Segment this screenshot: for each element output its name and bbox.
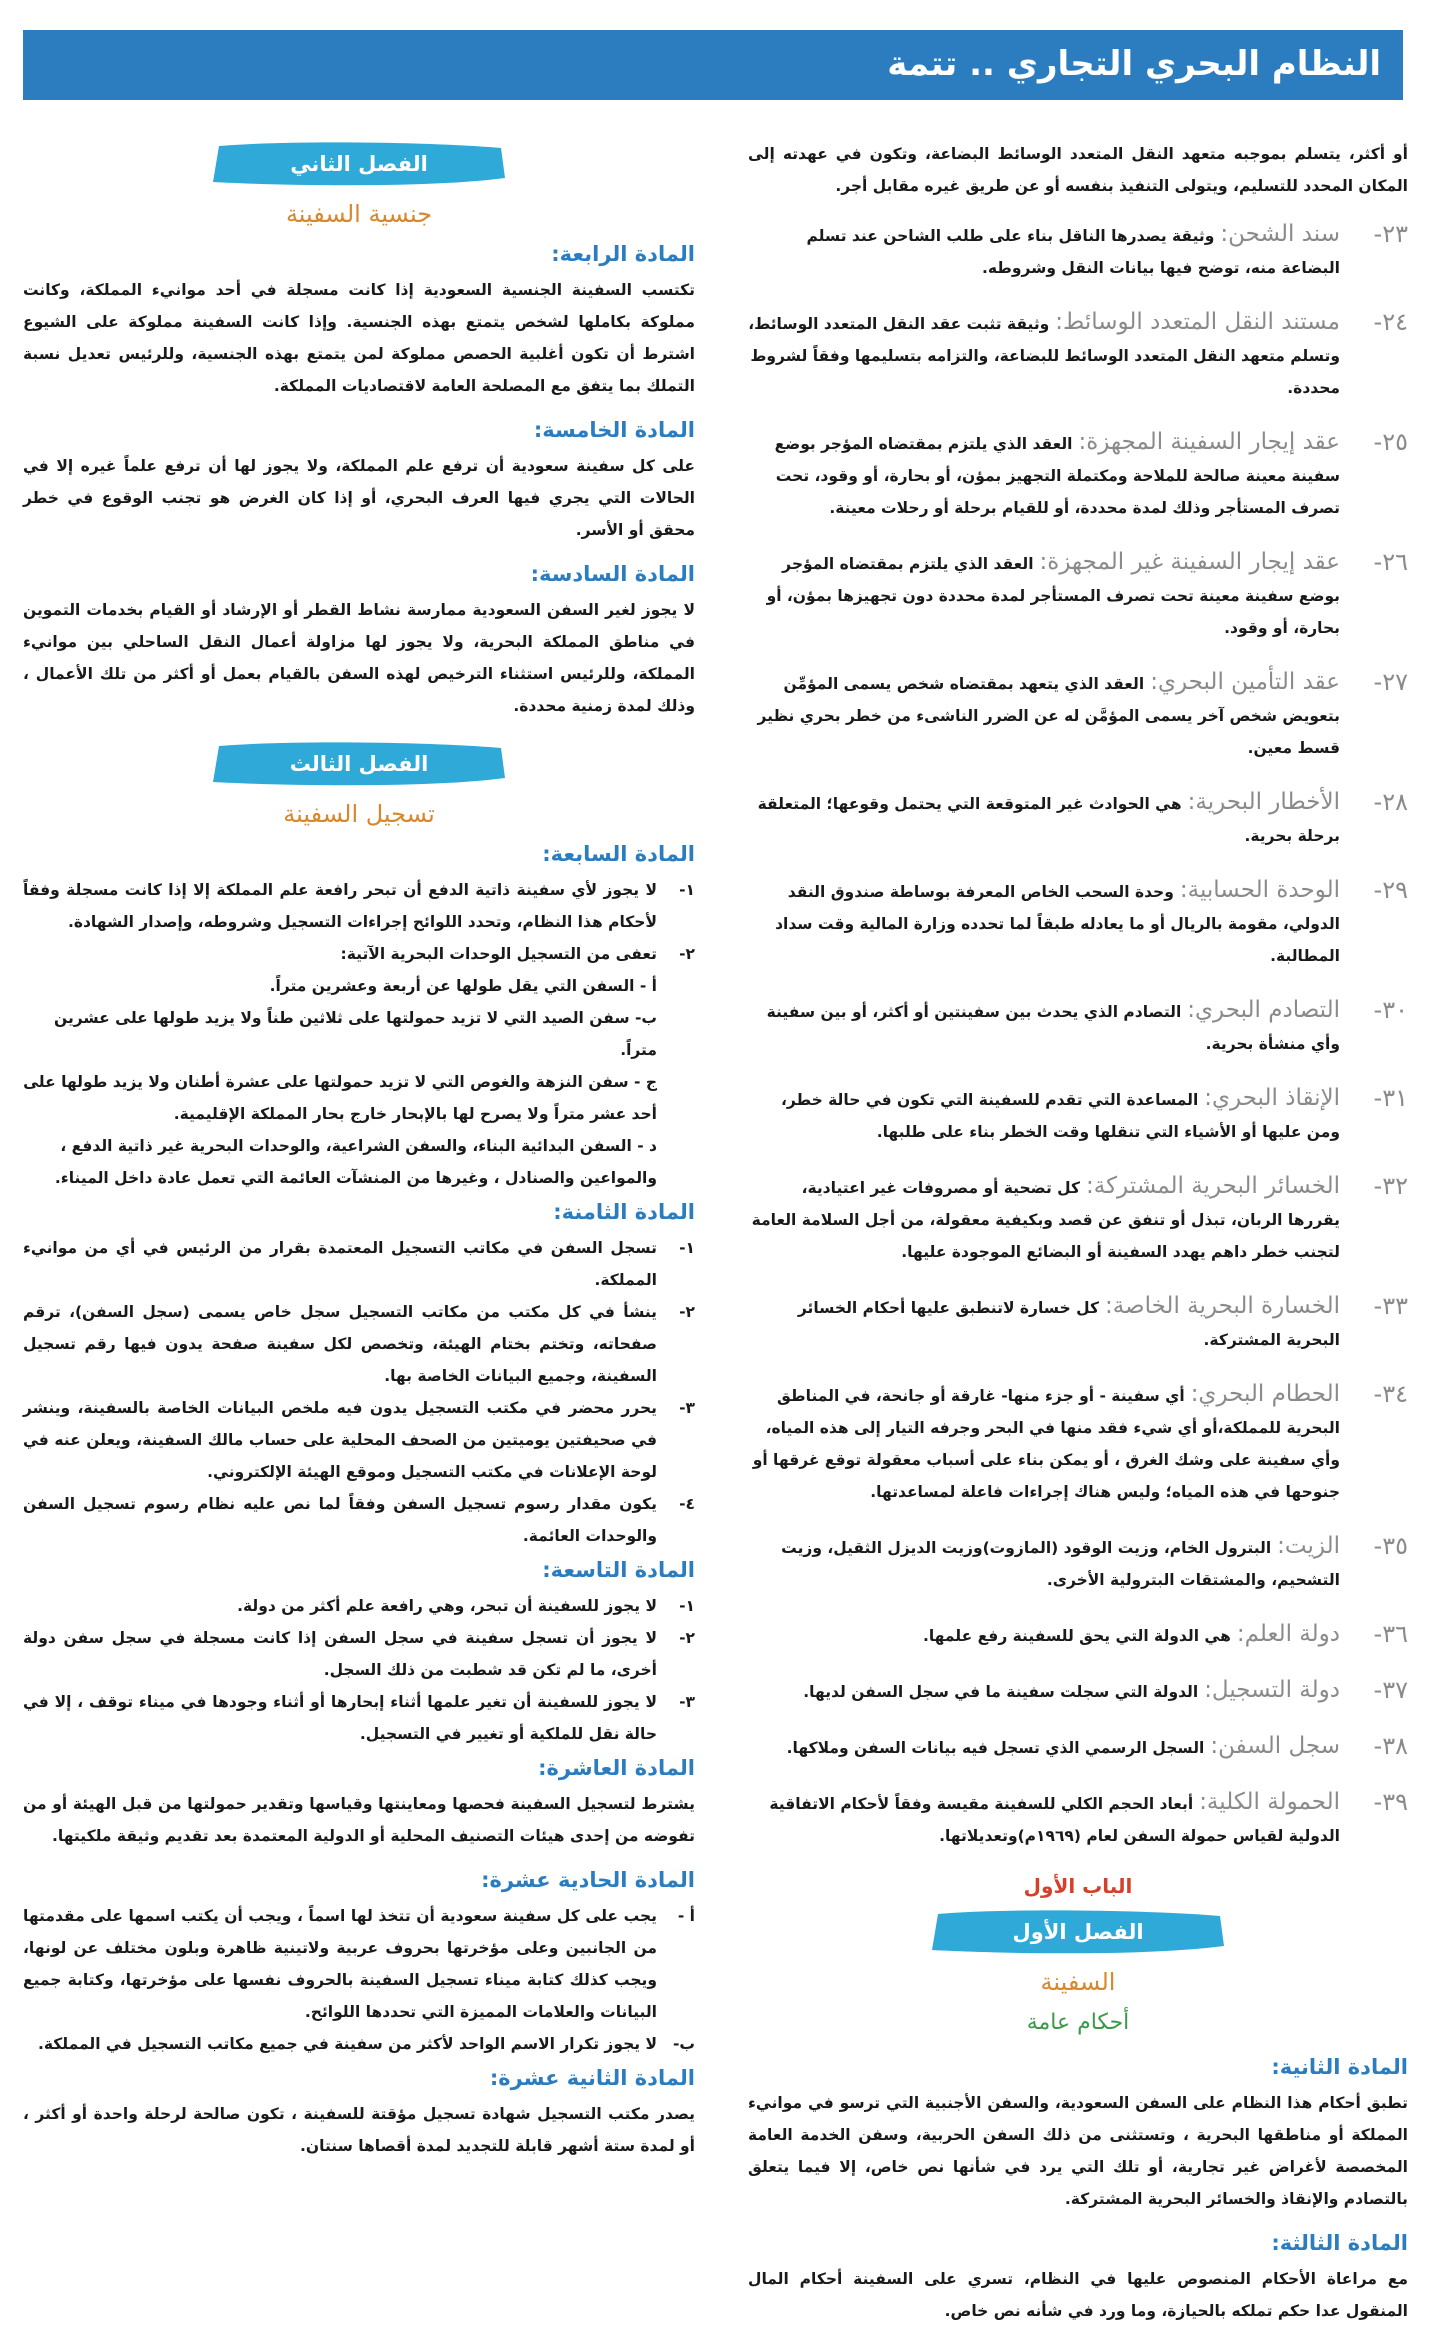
chapter-2-banner (209, 138, 509, 190)
list-item (23, 1900, 695, 2028)
definition-text: التصادم الذي يحدث بين سفينتين أو أكثر، أو بين سفينة وأي منشأة بحرية. (766, 1003, 1340, 1053)
definition-item (748, 1082, 1408, 1148)
article-7-items (23, 874, 695, 970)
definition-body (748, 786, 1340, 852)
article-6-text: لا يجوز لغير السفن السعودية ممارسة نشاط القطر أو الإرشاد أو القيام بخدمات التموين في مناطق المملكة البحرية، ولا يجوز لها مزاولة أعمال النقل الساحلي بين موانيء المملكة، وللرئيس استثناء الترخيص لهذه السفن بالقيام بعمل أو أكثر من تلك الأعمال ، وذلك لمدة زمنية محددة. (23, 601, 695, 715)
definitions-list (748, 218, 1408, 1852)
list-item-number: أ - (677, 1907, 695, 1925)
definition-item (748, 994, 1408, 1060)
definition-text: العقد الذي يلتزم بمقتضاه المؤجر بوضع سفينة معينة تحت تصرف المستأجر لمدة محددة دون تجهيزها بمؤن، أو بحارة، أو وقود. (766, 555, 1340, 637)
list-item-text: ينشأ في كل مكتب من مكاتب التسجيل سجل خاص يسمى (سجل السفن)، ترقم صفحاته، وتختم بختام الهيئة، وتخصص لكل سفينة صفحة يدون فيها رقم تسجيل السفينة، وجميع البيانات الخاصة بها. (23, 1303, 657, 1385)
list-item (23, 1488, 695, 1552)
definition-term: دولة التسجيل: (1204, 1677, 1340, 1703)
definition-item (748, 1170, 1408, 1268)
article-10-text: يشترط لتسجيل السفينة فحصها ومعاينتها وقياسها وتقدير حمولتها من قبل الهيئة أو من تفوضه من إحدى هيئات التصنيف المحلية أو الدولية المعتمدة بعد تقديم وثيقة ملكيتها. (23, 1795, 695, 1845)
article-7-title: المادة السابعة: (542, 842, 695, 866)
list-item-text: لا يجوز تكرار الاسم الواحد لأكثر من سفينة في جميع مكاتب التسجيل في المملكة. (37, 2035, 657, 2053)
article-11-items (23, 1900, 695, 2060)
left-column (23, 138, 695, 2178)
list-item-number: ٣- (679, 1693, 695, 1711)
list-item-number: ٢- (679, 1629, 695, 1647)
definition-body (748, 218, 1340, 284)
definition-term: دولة العلم: (1236, 1621, 1340, 1647)
definition-term: عقد إيجار السفينة المجهزة: (1078, 429, 1340, 455)
definition-body (748, 1378, 1340, 1508)
article-3-title: المادة الثالثة: (1271, 2231, 1408, 2255)
definition-body (748, 994, 1340, 1060)
article-4-text: تكتسب السفينة الجنسية السعودية إذا كانت مسجلة في أحد موانيء المملكة، وكانت مملوكة بكاملها لشخص يتمتع بهذه الجنسية. وإذا كانت السفينة مملوكة على الشيوع اشترط أن تكون أغلبية الحصص مملوكة لمن يتمتع بهذه الجنسية، وللرئيس تعديل نسبة التملك بما يتفق مع المصلحة العامة لاقتصاديات المملكة. (23, 281, 695, 395)
chapter-2-label: الفصل الثاني (290, 152, 428, 176)
definition-item (748, 1730, 1408, 1764)
article-6-title: المادة السادسة: (530, 562, 695, 586)
list-item-text: لا يجوز أن تسجل سفينة في سجل السفن إذا كانت مسجلة في سجل سفن دولة أخرى، ما لم تكن قد شطبت من ذلك السجل. (23, 1629, 657, 1679)
definition-item (748, 1290, 1408, 1356)
definition-text: المساعدة التي تقدم للسفينة التي تكون في حالة خطر، ومن عليها أو الأشياء التي تنقلها وقت الخطر بناء على طلبها. (780, 1091, 1340, 1141)
list-subitem: ج - سفن النزهة والغوص التي لا تزيد حمولتها على عشرة أطنان ولا يزيد طولها على أحد عشر متراً ولا يصرح لها بالإبحار خارج بحار المملكة الإقليمية. (23, 1073, 657, 1123)
list-item-number: ١- (679, 1597, 695, 1615)
definition-item (748, 306, 1408, 404)
article-9-title: المادة التاسعة: (542, 1558, 695, 1582)
chapter-1-label: الفصل الأول (1012, 1920, 1144, 1944)
list-item (23, 1686, 695, 1750)
definition-number: ٢٣- (1373, 220, 1408, 248)
definition-term: الأخطار البحرية: (1187, 789, 1340, 815)
definition-text: كل تضحية أو مصروفات غير اعتيادية، يقررها الربان، تبذل أو تنفق عن قصد وبكيفية معقولة، من أجل السلامة العامة لتجنب خطر داهم يهدد السفينة أو البضائع الموجودة عليها. (751, 1179, 1340, 1261)
list-item-text: يحرر محضر في مكتب التسجيل يدون فيه ملخص البيانات الخاصة بالسفينة، وينشر في صحيفتين يوميتين من الصحف المحلية على حساب مالك السفينة، ويعلن عنه في لوحة الإعلانات في مكتب التسجيل وموقع الهيئة الإلكتروني. (23, 1399, 657, 1481)
definition-number: ٢٩- (1373, 876, 1408, 904)
definition-item (748, 546, 1408, 644)
article-12-text: يصدر مكتب التسجيل شهادة تسجيل مؤقتة للسفينة ، تكون صالحة لرحلة واحدة أو أكثر ، أو لمدة ستة أشهر قابلة للتجديد لمدة أقصاها سنتان. (23, 2105, 695, 2155)
definition-item (748, 1530, 1408, 1596)
definition-text: وحدة السحب الخاص المعرفة بوساطة صندوق النقد الدولي، مقومة بالريال أو ما يعادله طبقاً لما تحدده وزارة المالية وقت سداد المطالبة. (775, 883, 1340, 965)
definition-term: عقد إيجار السفينة غير المجهزة: (1039, 549, 1340, 575)
definition-term: مستند النقل المتعدد الوسائط: (1055, 309, 1340, 335)
list-item-number: ٣- (679, 1399, 695, 1417)
definition-body (748, 1618, 1340, 1652)
definition-number: ٣٦- (1373, 1620, 1408, 1648)
definition-number: ٣٣- (1373, 1292, 1408, 1320)
article-3-text: مع مراعاة الأحكام المنصوص عليها في النظام، تسري على السفينة أحكام المال المنقول عدا حكم تملكه بالحيازة، وما ورد في شأنه نص خاص. (748, 2270, 1408, 2320)
definition-body (748, 1290, 1340, 1356)
definition-body (748, 1730, 1340, 1764)
chapter-1-title: السفينة (1040, 1968, 1116, 1996)
definition-body (748, 1786, 1340, 1852)
definition-item (748, 666, 1408, 764)
definition-number: ٣١- (1373, 1084, 1408, 1112)
list-item-number: ٢- (679, 945, 695, 963)
article-10-title: المادة العاشرة: (538, 1756, 695, 1780)
definition-text: أبعاد الحجم الكلي للسفينة مقيسة وفقاً لأحكام الاتفاقية الدولية لقياس حمولة السفن لعام (١٩٦٩م)وتعديلاتها. (769, 1795, 1340, 1845)
definition-number: ٢٤- (1373, 308, 1408, 336)
article-2-text: تطبق أحكام هذا النظام على السفن السعودية، والسفن الأجنبية التي ترسو في موانيء المملكة أو مناطقها البحرية ، وتستثنى من ذلك السفن الحربية، وسفن الخدمة العامة المخصصة لأغراض غير تجارية، أو تلك التي يرد في شأنها نص خاص، إلا فيما يتعلق بالتصادم والإنقاذ والخسائر البحرية المشتركة. (748, 2094, 1408, 2208)
definition-number: ٣٤- (1373, 1380, 1408, 1408)
intro-text: أو أكثر، يتسلم بموجبه متعهد النقل المتعدد الوسائط البضاعة، وتكون في عهدته إلى المكان المحدد للتسليم، ويتولى التنفيذ بنفسه أو عن طريق غيره مقابل أجر. (748, 145, 1408, 195)
definition-text: كل خسارة لاتنطبق عليها أحكام الخسائر البحرية المشتركة. (797, 1299, 1340, 1349)
article-12-title: المادة الثانية عشرة: (489, 2066, 695, 2090)
list-item-text: يجب على كل سفينة سعودية أن تتخذ لها اسماً ، ويجب أن يكتب اسمها على مقدمتها من الجانبين وعلى مؤخرتها بحروف عربية ولاتينية ظاهرة وبلون مختلف عن لونها، ويجب كذلك كتابة ميناء تسجيل السفينة بالحروف نفسها على مؤخرتها، وكتابة جميع البيانات والعلامات المميزة التي تحددها اللوائح. (23, 1907, 657, 2021)
definition-body (748, 1082, 1340, 1148)
definition-item (748, 786, 1408, 852)
definition-text: السجل الرسمي الذي تسجل فيه بيانات السفن وملاكها. (786, 1739, 1205, 1757)
list-item-text: يكون مقدار رسوم تسجيل السفن وفقاً لما نص عليه نظام رسوم تسجيل السفن والوحدات العائمة. (23, 1495, 657, 1545)
article-8-title: المادة الثامنة: (553, 1200, 695, 1224)
definition-term: الخسارة البحرية الخاصة: (1104, 1293, 1340, 1319)
chapter-2-title: جنسية السفينة (285, 200, 433, 228)
article-8-items (23, 1232, 695, 1552)
list-item (23, 938, 695, 970)
list-item-text: لا يجوز للسفينة أن تبحر، وهي رافعة علم أكثر من دولة. (237, 1597, 657, 1615)
definition-body (748, 1674, 1340, 1708)
list-item-text: لا يجوز للسفينة أن تغير علمها أثناء إبحارها أو أثناء وجودها في ميناء توقف ، إلا في حالة نقل للملكية أو تغيير في التسجيل. (23, 1693, 657, 1743)
definition-item (748, 1674, 1408, 1708)
definition-number: ٣٠- (1373, 996, 1408, 1024)
definition-number: ٢٦- (1373, 548, 1408, 576)
article-4-title: المادة الرابعة: (551, 242, 695, 266)
definition-term: سند الشحن: (1220, 221, 1340, 247)
list-subitem: ب- سفن الصيد التي لا تزيد حمولتها على ثلاثين طناً ولا يزيد طولها على عشرين متراً. (54, 1009, 657, 1059)
definition-item (748, 1618, 1408, 1652)
list-item-text: تسجل السفن في مكاتب التسجيل المعتمدة بقرار من الرئيس في أي من موانيء المملكة. (23, 1239, 657, 1289)
list-item-number: ١- (679, 881, 695, 899)
definition-item (748, 874, 1408, 972)
definition-text: وثيقة يصدرها الناقل بناء على طلب الشاحن عند تسلم البضاعة منه، توضح فيها بيانات النقل وشروطه. (806, 227, 1340, 277)
definition-text: وثيقة تثبت عقد النقل المتعدد الوسائط، وتسلم متعهد النقل المتعدد الوسائط للبضاعة، والتزامه بتسليمها وفقاً لشروط محددة. (748, 315, 1340, 397)
list-item (23, 2028, 695, 2060)
page-title: النظام البحري التجاري .. تتمة (887, 44, 1381, 84)
definition-term: الخسائر البحرية المشتركة: (1086, 1173, 1340, 1199)
definition-text: البترول الخام، وزيت الوقود (المازوت)وزيت الديزل الثقيل، وزيت التشحيم، والمشتقات البترولية الأخرى. (781, 1539, 1340, 1589)
definition-number: ٢٧- (1373, 668, 1408, 696)
article-5-title: المادة الخامسة: (533, 418, 695, 442)
chapter-3-banner (209, 738, 509, 790)
definition-text: هي الدولة التي يحق للسفينة رفع علمها. (922, 1627, 1231, 1645)
definition-item (748, 1378, 1408, 1508)
list-item (23, 1296, 695, 1392)
definition-text: أي سفينة - أو جزء منها- غارقة أو جانحة، في المناطق البحرية للمملكة،أو أي شيء فقد منها في البحر وجرفه التيار إلى هذه المياه، وأي سفينة على وشك الغرق ، أو يمكن بناء على أسباب معقولة توقع غرقها أو جنوحها في هذه المياه؛ وليس هناك إجراءات فاعلة لمساعدتها. (752, 1387, 1340, 1501)
article-7-subitems (23, 970, 695, 1194)
definition-term: التصادم البحري: (1187, 997, 1340, 1023)
definition-number: ٣٩- (1373, 1788, 1408, 1816)
definition-item (748, 1786, 1408, 1852)
definition-text: الدولة التي سجلت سفينة ما في سجل السفن لديها. (803, 1683, 1199, 1701)
chapter-1-subtitle: أحكام عامة (1026, 2010, 1130, 2035)
list-item-text: لا يجوز لأي سفينة ذاتية الدفع أن تبحر رافعة علم المملكة إلا إذا كانت مسجلة وفقاً لأحكام هذا النظام، وتحدد اللوائح إجراءات التسجيل وشروطه، وإصدار الشهادة. (23, 881, 657, 931)
definition-term: الحمولة الكلية: (1199, 1789, 1340, 1815)
article-2-title: المادة الثانية: (1271, 2055, 1408, 2079)
definition-term: عقد التأمين البحري: (1150, 669, 1340, 695)
definition-term: الزيت: (1277, 1533, 1340, 1559)
definition-term: سجل السفن: (1210, 1733, 1340, 1759)
part-title: الباب الأول (1023, 1874, 1133, 1898)
definition-body (748, 874, 1340, 972)
definition-number: ٣٥- (1373, 1532, 1408, 1560)
article-9-items (23, 1590, 695, 1750)
definition-number: ٢٥- (1373, 428, 1408, 456)
definition-number: ٣٢- (1373, 1172, 1408, 1200)
definition-body (748, 1170, 1340, 1268)
list-item (23, 874, 695, 938)
definition-item (748, 218, 1408, 284)
definition-body (748, 306, 1340, 404)
article-11-title: المادة الحادية عشرة: (481, 1868, 695, 1892)
article-5-text: على كل سفينة سعودية أن ترفع علم المملكة، ولا يجوز لها أن ترفع علماً غيره إلا في الحالات التي يجري فيها العرف البحري، أو إذا كان الغرض هو تجنب الوقوع في خطر محقق أو الأسر. (23, 457, 695, 539)
definition-body (748, 666, 1340, 764)
definition-number: ٣٧- (1373, 1676, 1408, 1704)
chapter-3-label: الفصل الثالث (289, 752, 429, 776)
definition-body (748, 546, 1340, 644)
definition-term: الحطام البحري: (1190, 1381, 1340, 1407)
definition-number: ٣٨- (1373, 1732, 1408, 1760)
definition-term: الوحدة الحسابية: (1179, 877, 1340, 903)
definition-text: هي الحوادث غير المتوقعة التي يحتمل وقوعها؛ المتعلقة برحلة بحرية. (757, 795, 1340, 845)
list-item (23, 1392, 695, 1488)
definition-text: العقد الذي يتعهد بمقتضاه شخص يسمى المؤمِّن بتعويض شخص آخر يسمى المؤمَّن له عن الضرر الناشىء من خطر بحري نظير قسط معين. (757, 675, 1340, 757)
list-item (23, 1590, 695, 1622)
definition-term: الإنقاذ البحري: (1204, 1085, 1340, 1111)
list-item-number: ٢- (679, 1303, 695, 1321)
list-item (23, 1622, 695, 1686)
chapter-1-banner (928, 1906, 1228, 1958)
list-item-number: ب- (672, 2035, 695, 2053)
definition-number: ٢٨- (1373, 788, 1408, 816)
definition-body (748, 426, 1340, 524)
list-item-number: ١- (679, 1239, 695, 1257)
list-subitem: أ - السفن التي يقل طولها عن أربعة وعشرين متراً. (269, 977, 657, 995)
definition-text: العقد الذي يلتزم بمقتضاه المؤجر بوضع سفينة معينة صالحة للملاحة ومكتملة التجهيز بمؤن، أو بحارة، أو وقود، تحت تصرف المستأجر وذلك لمدة محددة، أو للقيام برحلة أو رحلات معينة. (774, 435, 1340, 517)
list-item-number: ٤- (679, 1495, 695, 1513)
chapter-3-title: تسجيل السفينة (283, 800, 435, 828)
definition-item (748, 426, 1408, 524)
list-item (23, 1232, 695, 1296)
list-subitem: د - السفن البدائية البناء، والسفن الشراعية، والوحدات البحرية غير ذاتية الدفع ، والمواعين والصنادل ، وغيرها من المنشآت العائمة التي تعمل عادة داخل الميناء. (54, 1137, 657, 1187)
definition-body (748, 1530, 1340, 1596)
list-item-text: تعفى من التسجيل الوحدات البحرية الآتية: (340, 945, 657, 963)
right-column (748, 138, 1408, 2343)
header-banner (23, 30, 1403, 100)
